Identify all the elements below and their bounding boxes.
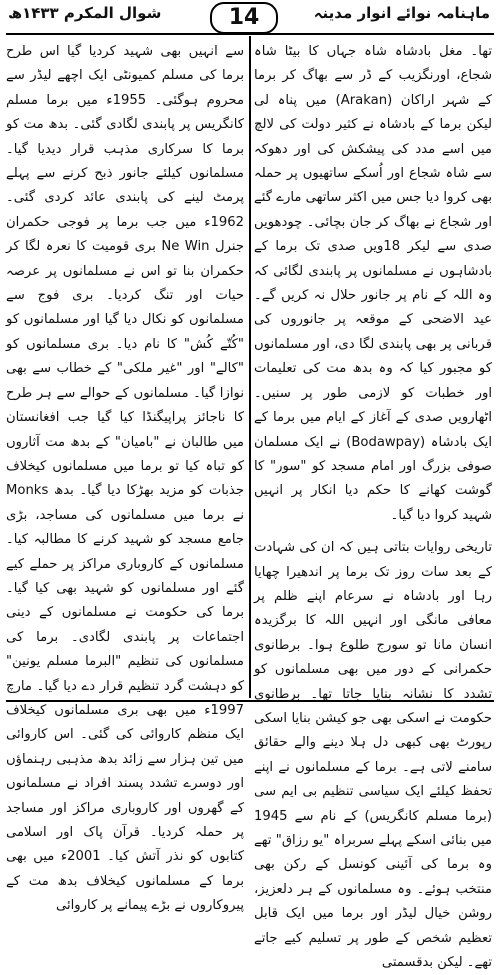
right-column xyxy=(254,40,492,971)
magazine-title: ماہنامہ نوائے انوار مدینہ xyxy=(313,4,490,22)
footer-rule xyxy=(6,700,494,702)
page-header xyxy=(0,0,500,34)
left-column-paragraph-1: سے انہیں بھی شہید کردیا گیا اس طرح برما کی مسلم کمیونٹی ایک اچھے لیڈر سے محروم ہوگئی۔ 1955ء میں برما مسلم کانگریس پر پابندی لگادی گئی۔ بدھ مت کو برما کا سرکاری مذہب قرار دیدیا گیا۔ مسلمانوں کیلئے جانور ذبح کرنے سے پہلے پرمٹ لینے کی پابندی عائد کردی گئی۔ 1962ء میں جب برما پر فوجی حکمران جنرل Ne Win بری قومیت کا نعرہ لگا کر حکمران بنا تو اس نے مسلمانوں پر عرصہ حیات اور تنگ کردیا۔ بری فوج سے مسلمانوں کو نکال دیا گیا اور مسلمانوں کو "کُتّے کُش" کا نام دیا۔ بری مسلمانوں کو "کالے" اور "غیر ملکی" کے خطاب سے بھی نوازا گیا۔ مسلمانوں کے حوالے سے ہر طرح کا ناجائز پراپیگنڈا کیا گیا جب افغانستان میں طالبان نے "بامیان" کے بدھ مت آثاروں کو تباہ کیا تو برما میں مسلمانوں کیخلاف جذبات کو مزید بھڑکا دیا گیا۔ بدھ Monks نے برما میں مسلمانوں کی مساجد، بڑی جامع مسجد کو شہید کرنے کا مطالبہ کیا۔ مسلمانوں کے کاروباری مراکز پر حملے کیے گئے اور مسلمانوں کو شہید بھی کیا گیا۔ برما کی حکومت نے مسلمانوں کے دینی اجتماعات پر پابندی لگادی۔ برما کی مسلمانوں کی تنظیم "البرما مسلم یونین" کو دہشت گرد تنظیم قرار دے دیا گیا۔ مارچ 1997ء میں بھی بری مسلمانوں کیخلاف ایک منظم کاروائی کی گئی۔ اس کاروائی میں تین ہزار سے زائد بدھ مذہبی رہنماؤں اور دوسرے تشدد پسند افراد نے مسلمانوں کے گھروں اور کاروباری مراکز اور مساجد پر حملہ کردیا۔ قرآن پاک اور اسلامی کتابوں کو نذر آتش کیا۔ 2001ء میں بھی برما کے مسلمانوں کیخلاف بدھ مت کے پیروکاروں نے بڑے پیمانے پر کاروائی xyxy=(6,44,245,914)
header-rule xyxy=(6,33,494,35)
left-column xyxy=(6,40,245,914)
paragraph-gap xyxy=(254,528,492,536)
page-number-badge: 14 xyxy=(210,2,278,34)
column-divider xyxy=(249,36,251,698)
issue-date: شوال المکرم ۱۴۳۳ھ xyxy=(8,4,162,22)
right-column-paragraph-2: تاریخی روایات بتاتی ہیں کہ ان کی شہادت کے بعد سات روز تک برما پر اندھیرا چھایا رہا اور بادشاہ نے سرعام اپنے ظلم پر معافی مانگی اور انہیں اللہ کا برگزیدہ انسان مانا تو سورج طلوع ہوا۔ برطانوی حکمرانی کے دور میں بھی مسلمانوں کو تشدد کا نشانہ بنایا جاتا تھا۔ برطانوی حکومت نے اسکی بھی جو کیشن بنایا اسکی رپورٹ بھی کبھی دل ہلا دینے والے حقائق سامنے لاتی ہے۔ برما کے مسلمانوں نے اپنے تحفظ کیلئے ایک سیاسی تنظیم بی ایم سی (برما مسلم کانگریس) کے نام سے 1945 میں بنائی اسکے پہلے سربراہ "یو رزاق" تھے وہ برما کی آئینی کونسل کے رکن بھی منتخب ہوئے۔ وہ مسلمانوں کے ہر دلعزیز، روشن خیال لیڈر اور برما میں ایک قابل تعظیم شخص کے طور پر تسلیم کیے جاتے تھے۔ لیکن بدقسمتی xyxy=(254,540,492,971)
right-column-paragraph-1: تھا۔ مغل بادشاہ شاہ جہاں کا بیٹا شاہ شجاع، اورنگزیب کے ڈر سے بھاگ کر برما کے شہر اراکان (Arakan) میں پناہ لی لیکن برما کے بادشاہ نے کثیر دولت کی لالچ میں اسے مدد کی پیشکش کی اور دھوکہ سے شاہ شجاع اور اُسکے ساتھیوں پر حملہ بھی کروا دیا جس میں اکثر ساتھی مارے گئے اور شجاع نے بھاگ کر جان بچائی۔ چودھویں صدی سے لیکر 18ویں صدی تک برما کے بادشاہوں نے مسلمانوں پر پابندی لگائی کہ وہ اللہ کے نام پر جانور حلال نہ کریں گے۔ عید الاضحی کے موقعہ پر جانوروں کی قربانی پر بھی پابندی لگا دی، اور مسلمانوں کو مجبور کیا کہ وہ بدھ مت کی تعلیمات اور خطبات کو لازمی طور پر سنیں۔ اٹھارویں صدی کے آغاز کے ایام میں برما کے ایک بادشاہ (Bodawpay) نے ایک مسلمان صوفی بزرگ اور امام مسجد کو "سور" کا گوشت کھانے کا حکم دیا انکار پر انہیں شہید کروا دیا گیا۔ xyxy=(254,44,492,523)
